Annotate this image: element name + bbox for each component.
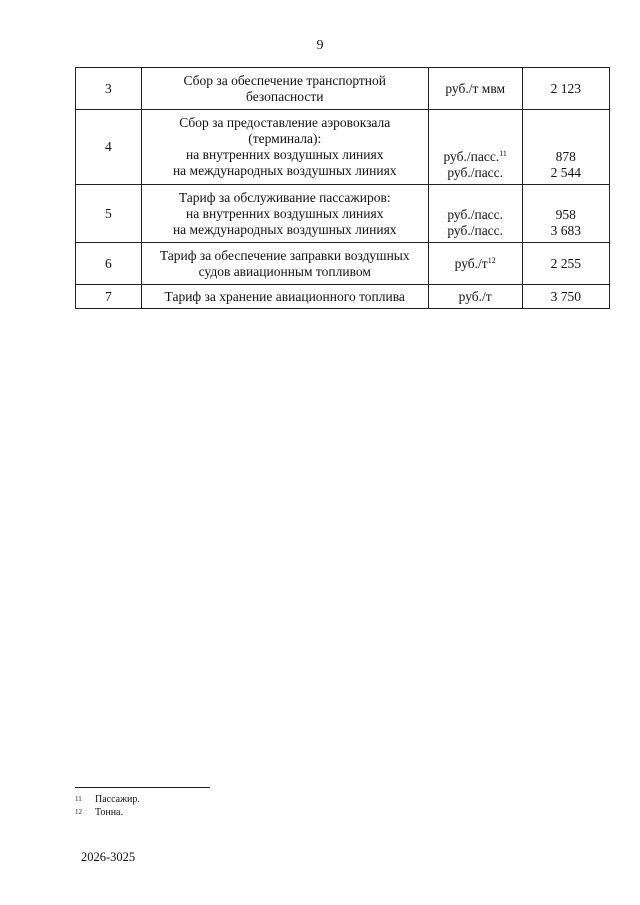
value-cell [522,285,609,309]
tariff-name [141,285,428,309]
row-number: 7 [76,285,142,309]
footnote-text: Тонна. [95,807,123,818]
footnote-divider [75,787,210,788]
tariff-name-line: на международных воздушных линиях [172,221,397,237]
unit-line: руб./т мвм [445,80,506,96]
document-code: 2026-3025 [81,850,136,864]
tariff-name [141,185,428,243]
value-line: 3 683 [550,223,581,238]
value-cell [522,185,609,243]
unit-line [432,149,519,165]
page-number: 9 [316,38,324,53]
tariff-name-line: Тариф за обслуживание пассажиров: [178,189,391,205]
unit-line: руб./пасс. [447,223,504,238]
table-row [76,185,610,243]
value-line: 958 [555,207,576,222]
value-cell [522,68,609,110]
value-line: 2 255 [550,255,581,271]
row-number: 5 [76,185,142,243]
unit-line: руб./т [458,288,492,304]
value-cell [522,243,609,285]
tariff-name-line: Сбор за предоставление аэровокзала [179,115,391,130]
tariff-name-line: (терминала): [248,131,322,146]
footnote-mark: 12 [75,808,82,816]
unit-cell [428,285,522,309]
tariff-table [75,67,610,309]
value-line: 2 544 [550,165,581,180]
unit-cell [428,243,522,285]
row-number: 3 [76,68,142,110]
table-row [76,243,610,285]
unit-text: руб./пасс. [443,149,500,164]
tariff-name-line: Тариф за обеспечение заправки воздушных [159,247,410,263]
tariff-name-line: на внутренних воздушных линиях [186,205,384,221]
unit-line [432,256,519,272]
table-row [76,110,610,185]
row-number: 6 [76,243,142,285]
value-line: 2 123 [550,80,581,96]
unit-text: руб./т [454,255,488,271]
unit-cell [428,110,522,185]
tariff-name-line: Тариф за хранение авиационного топлива [164,288,405,304]
footnote [75,806,140,819]
footnote-ref: 11 [499,149,507,158]
table-row [76,285,610,309]
unit-cell [428,185,522,243]
tariff-name [141,243,428,285]
unit-line: руб./пасс. [447,165,504,180]
tariff-name-line: на международных воздушных линиях [172,163,397,178]
row-number: 4 [76,110,142,185]
tariff-name [141,110,428,185]
unit-cell [428,68,522,110]
tariff-name-line: безопасности [246,88,324,104]
value-line: 3 750 [550,288,581,304]
tariff-name-line: Сбор за обеспечение транспортной [183,72,387,88]
footnotes [75,793,140,819]
table-row [76,68,610,110]
unit-line: руб./пасс. [447,207,504,222]
footnote-text: Пассажир. [95,794,140,805]
tariff-name-line: судов авиационным топливом [198,263,371,279]
footnote-ref: 12 [487,255,496,265]
footnote-mark: 11 [75,795,82,803]
value-cell [522,110,609,185]
value-line: 878 [555,149,576,164]
footnote [75,793,140,806]
tariff-name [141,68,428,110]
tariff-name-line: на внутренних воздушных линиях [186,147,384,162]
